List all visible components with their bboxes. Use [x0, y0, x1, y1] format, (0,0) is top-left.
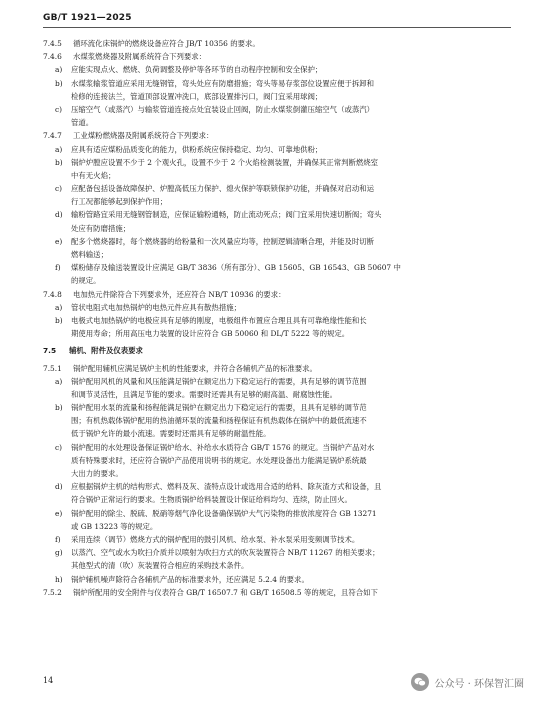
line-text: 低于锅炉允许的最小流速。需要时还需具有足够的耐温性能。 [71, 429, 271, 439]
line-text: 锅炉配用辅机应满足锅炉主机的性能要求，并符合各辅机产品的标准要求。 [73, 363, 317, 373]
line-text: 锅炉炉膛应设置不少于 2 个观火孔，设置不少于 2 个火焰检测装置，并确保其正常判断燃烧室 [71, 157, 379, 167]
line-text: 处应有防磨措施； [71, 223, 131, 233]
line-text: 压缩空气（或蒸汽）与输浆管道连接点处宜装设止回阀，防止水煤浆倒灌压缩空气（或蒸汽） [71, 104, 375, 114]
list-item [43, 546, 513, 572]
text-line [43, 388, 513, 401]
line-text: 围；有机热载体锅炉配用的热油循环泵的流量和扬程保证有机热载体在锅炉中的最低流速不 [71, 416, 367, 426]
clause [43, 37, 513, 50]
list-item [43, 401, 513, 441]
text-line [43, 480, 513, 493]
clause-number: 7.4.8 [43, 289, 62, 299]
list-item [43, 103, 513, 129]
line-text: 循环流化床锅炉的燃烧设备应符合 JB/T 10356 的要求。 [73, 39, 260, 48]
line-text: 管状电阻式电加热锅炉的电热元件应具有散热措施； [71, 302, 241, 312]
page-number: 14 [43, 676, 54, 685]
text-line [43, 288, 513, 301]
item-marker: d) [55, 210, 63, 220]
line-text: 电极式电加热锅炉的电极应具有足够的刚度，电极组件布置应合理且具有可靠绝缘性能和长 [71, 315, 367, 325]
list-item [43, 533, 513, 546]
text-line [43, 103, 513, 116]
item-marker: h) [55, 574, 63, 584]
clause [43, 362, 513, 375]
line-text: 管道。 [71, 118, 94, 128]
line-text: 应配备包括设备故障保护、炉膛高低压力保护、熄火保护等联锁保护功能，并确保对启动和运 [71, 184, 375, 194]
line-text: 工业煤粉燃烧器及附属系统符合下列要求： [73, 131, 214, 141]
section-heading [43, 344, 513, 357]
list-item [43, 261, 513, 287]
list-item [43, 314, 513, 340]
text-line [43, 63, 513, 76]
list-item [43, 573, 513, 586]
line-text: 锅炉配用的水处理设备保证锅炉给水、补给水水质符合 GB/T 1576 的规定。当锅炉产品对水 [71, 442, 375, 452]
list-item [43, 77, 513, 103]
text-line [43, 274, 513, 287]
list-item [43, 235, 513, 261]
line-text: 符合锅炉正常运行的要求。生物质锅炉给料装置设计保证给料均匀、连续，防止回火。 [71, 495, 352, 505]
line-text: 的规定。 [71, 276, 101, 286]
line-text: 电加热元件除符合下列要求外，还应符合 NB/T 10936 的要求： [73, 289, 286, 299]
list-item [43, 208, 513, 234]
text-line [43, 143, 513, 156]
text-line [43, 414, 513, 427]
text-line [43, 454, 513, 467]
item-marker: c) [55, 184, 63, 194]
clause [43, 50, 513, 63]
item-marker: b) [55, 315, 63, 325]
text-line [43, 248, 513, 261]
text-line [43, 467, 513, 480]
text-line [43, 546, 513, 559]
line-text: 水煤浆燃烧器及附属系统符合下列要求： [73, 52, 207, 62]
header-rule [43, 27, 511, 28]
list-item [43, 156, 513, 182]
line-text: 锅炉辅机噪声除符合各辅机产品的标准要求外，还应满足 5.2.4 的要求。 [71, 574, 309, 584]
clause [43, 586, 513, 599]
text-line [43, 208, 513, 221]
item-marker: c) [55, 442, 63, 452]
clause [43, 288, 513, 301]
list-item [43, 507, 513, 533]
line-text: 应能实现点火、燃烧、负荷调整及停炉等各环节的自动程序控制和安全保护； [71, 65, 323, 75]
item-marker: a) [55, 302, 63, 312]
line-text: 应具有适应煤粉品质变化的能力，供粉系统应保持稳定、均匀、可靠地供粉； [71, 144, 323, 154]
text-line [43, 314, 513, 327]
line-text: 以蒸汽、空气或水为吹扫介质并以喷射为吹扫方式的吹灰装置符合 NB/T 11267 的相关要求； [71, 548, 380, 558]
item-marker: b) [55, 78, 63, 88]
line-text: 锅炉配用水泵的流量和扬程能满足锅炉在额定出力下稳定运行的需要，且具有足够的调节范 [71, 403, 367, 413]
line-text: 采用连续（调节）燃烧方式的锅炉配用的鼓引风机、给水泵、补水泵采用变频调节技术。 [71, 534, 360, 544]
line-text: 中有无火焰； [71, 170, 116, 180]
line-text: 或 GB 13223 等的规定。 [71, 521, 158, 531]
text-line [43, 533, 513, 546]
list-item [43, 441, 513, 481]
line-text: 应根据锅炉主机的结构形式、燃料及灰、渣特点设计或选用合适的给料、除灰渣方式和设备，且 [71, 482, 382, 492]
clause-number: 7.4.7 [43, 131, 62, 141]
text-line [43, 169, 513, 182]
text-line [43, 116, 513, 129]
item-marker: d) [55, 482, 63, 492]
text-line [43, 586, 513, 599]
line-text: 锅炉配用的除尘、脱硫、脱硝等烟气净化设备确保锅炉大气污染物的排放浓度符合 GB 13271 [71, 508, 377, 518]
item-marker: c) [55, 104, 63, 114]
item-marker: b) [55, 157, 63, 167]
item-marker: e) [55, 236, 63, 246]
line-text: 质有特殊要求时，还应符合锅炉产品使用说明书的规定。水处理设备出力能满足锅炉系统最 [71, 455, 367, 465]
line-text: 大出力的要求。 [71, 469, 123, 478]
item-marker: e) [55, 508, 63, 518]
line-text: 和调节灵活性，且满足节能的要求。需要时还需具有足够的耐高温、耐腐蚀性能。 [71, 389, 338, 399]
line-text: 锅炉所配用的安全附件与仪表符合 GB/T 16507.7 和 GB/T 16508.5 等的规定，且符合如下 [73, 587, 378, 597]
line-text: 检修的连接法兰，管道顶部设置冲洗口，底部设置排污口，阀门宜采用球阀； [71, 91, 323, 101]
list-item [43, 63, 513, 76]
section-number: 7.5 [43, 346, 57, 356]
wechat-icon [411, 673, 429, 691]
line-text: 配多个燃烧器时，每个燃烧器的给粉量和一次风量应均等，控制逻辑清晰合理，并能及时切断 [71, 236, 375, 246]
text-line [43, 573, 513, 586]
line-text: 水煤浆输浆管道应采用无缝钢管，弯头处应有防磨措施；弯头等易存浆部位设置应便于拆卸和 [71, 78, 375, 88]
list-item [43, 301, 513, 314]
line-text: 燃料输送； [71, 250, 108, 259]
document-body [43, 37, 513, 599]
item-marker: f) [55, 534, 61, 544]
text-line [43, 427, 513, 440]
item-marker: f) [55, 263, 61, 273]
text-line [43, 507, 513, 520]
line-text: 锅炉配用风机的风量和风压能满足锅炉在额定出力下稳定运行的需要，具有足够的调节范围 [71, 376, 367, 386]
text-line [43, 375, 513, 388]
line-text: 输粉管路宜采用无缝钢管制造，应保证输粉通畅，防止流动死点；阀门宜采用快速切断阀；弯头 [71, 210, 382, 220]
item-marker: a) [55, 144, 63, 154]
text-line [43, 235, 513, 248]
list-item [43, 143, 513, 156]
text-line [43, 37, 513, 50]
text-line [43, 222, 513, 235]
line-text: 期使用寿命；所用高压电力装置的设计应符合 GB 50060 和 DL/T 5222 等的规定。 [71, 329, 350, 339]
list-item [43, 375, 513, 401]
watermark-text: 公众号 · 环保智汇圈 [434, 678, 524, 690]
standard-header: GB/T 1921—2025 [43, 13, 132, 23]
clause-number: 7.4.5 [43, 39, 62, 48]
item-marker: a) [55, 65, 63, 75]
text-line [43, 195, 513, 208]
text-line [43, 301, 513, 314]
section-title: 辅机、附件及仪表要求 [69, 346, 143, 356]
list-item [43, 480, 513, 506]
text-line [43, 90, 513, 103]
text-line [43, 441, 513, 454]
text-line [43, 156, 513, 169]
line-text: 行工况都能够起到保护作用； [71, 197, 168, 207]
text-line [43, 182, 513, 195]
text-line [43, 362, 513, 375]
text-line [43, 520, 513, 533]
line-text: 煤粉储存及输送装置设计应满足 GB/T 3836（所有部分）、GB 15605、GB 16543、GB 50607 中 [71, 263, 401, 273]
text-line [43, 77, 513, 90]
item-marker: g) [55, 548, 63, 558]
clause-number: 7.5.1 [43, 363, 62, 373]
watermark [411, 671, 524, 693]
list-item [43, 182, 513, 208]
text-line [43, 50, 513, 63]
item-marker: b) [55, 403, 63, 413]
text-line [43, 493, 513, 506]
text-line [43, 559, 513, 572]
text-line [43, 401, 513, 414]
text-line [43, 327, 513, 340]
clause-number: 7.5.2 [43, 587, 62, 597]
text-line [43, 129, 513, 142]
item-marker: a) [55, 376, 63, 386]
clause-number: 7.4.6 [43, 52, 62, 62]
clause [43, 129, 513, 142]
text-line [43, 261, 513, 274]
line-text: 其他型式的清（吹）灰装置符合相应的采购技术条件。 [71, 561, 249, 571]
